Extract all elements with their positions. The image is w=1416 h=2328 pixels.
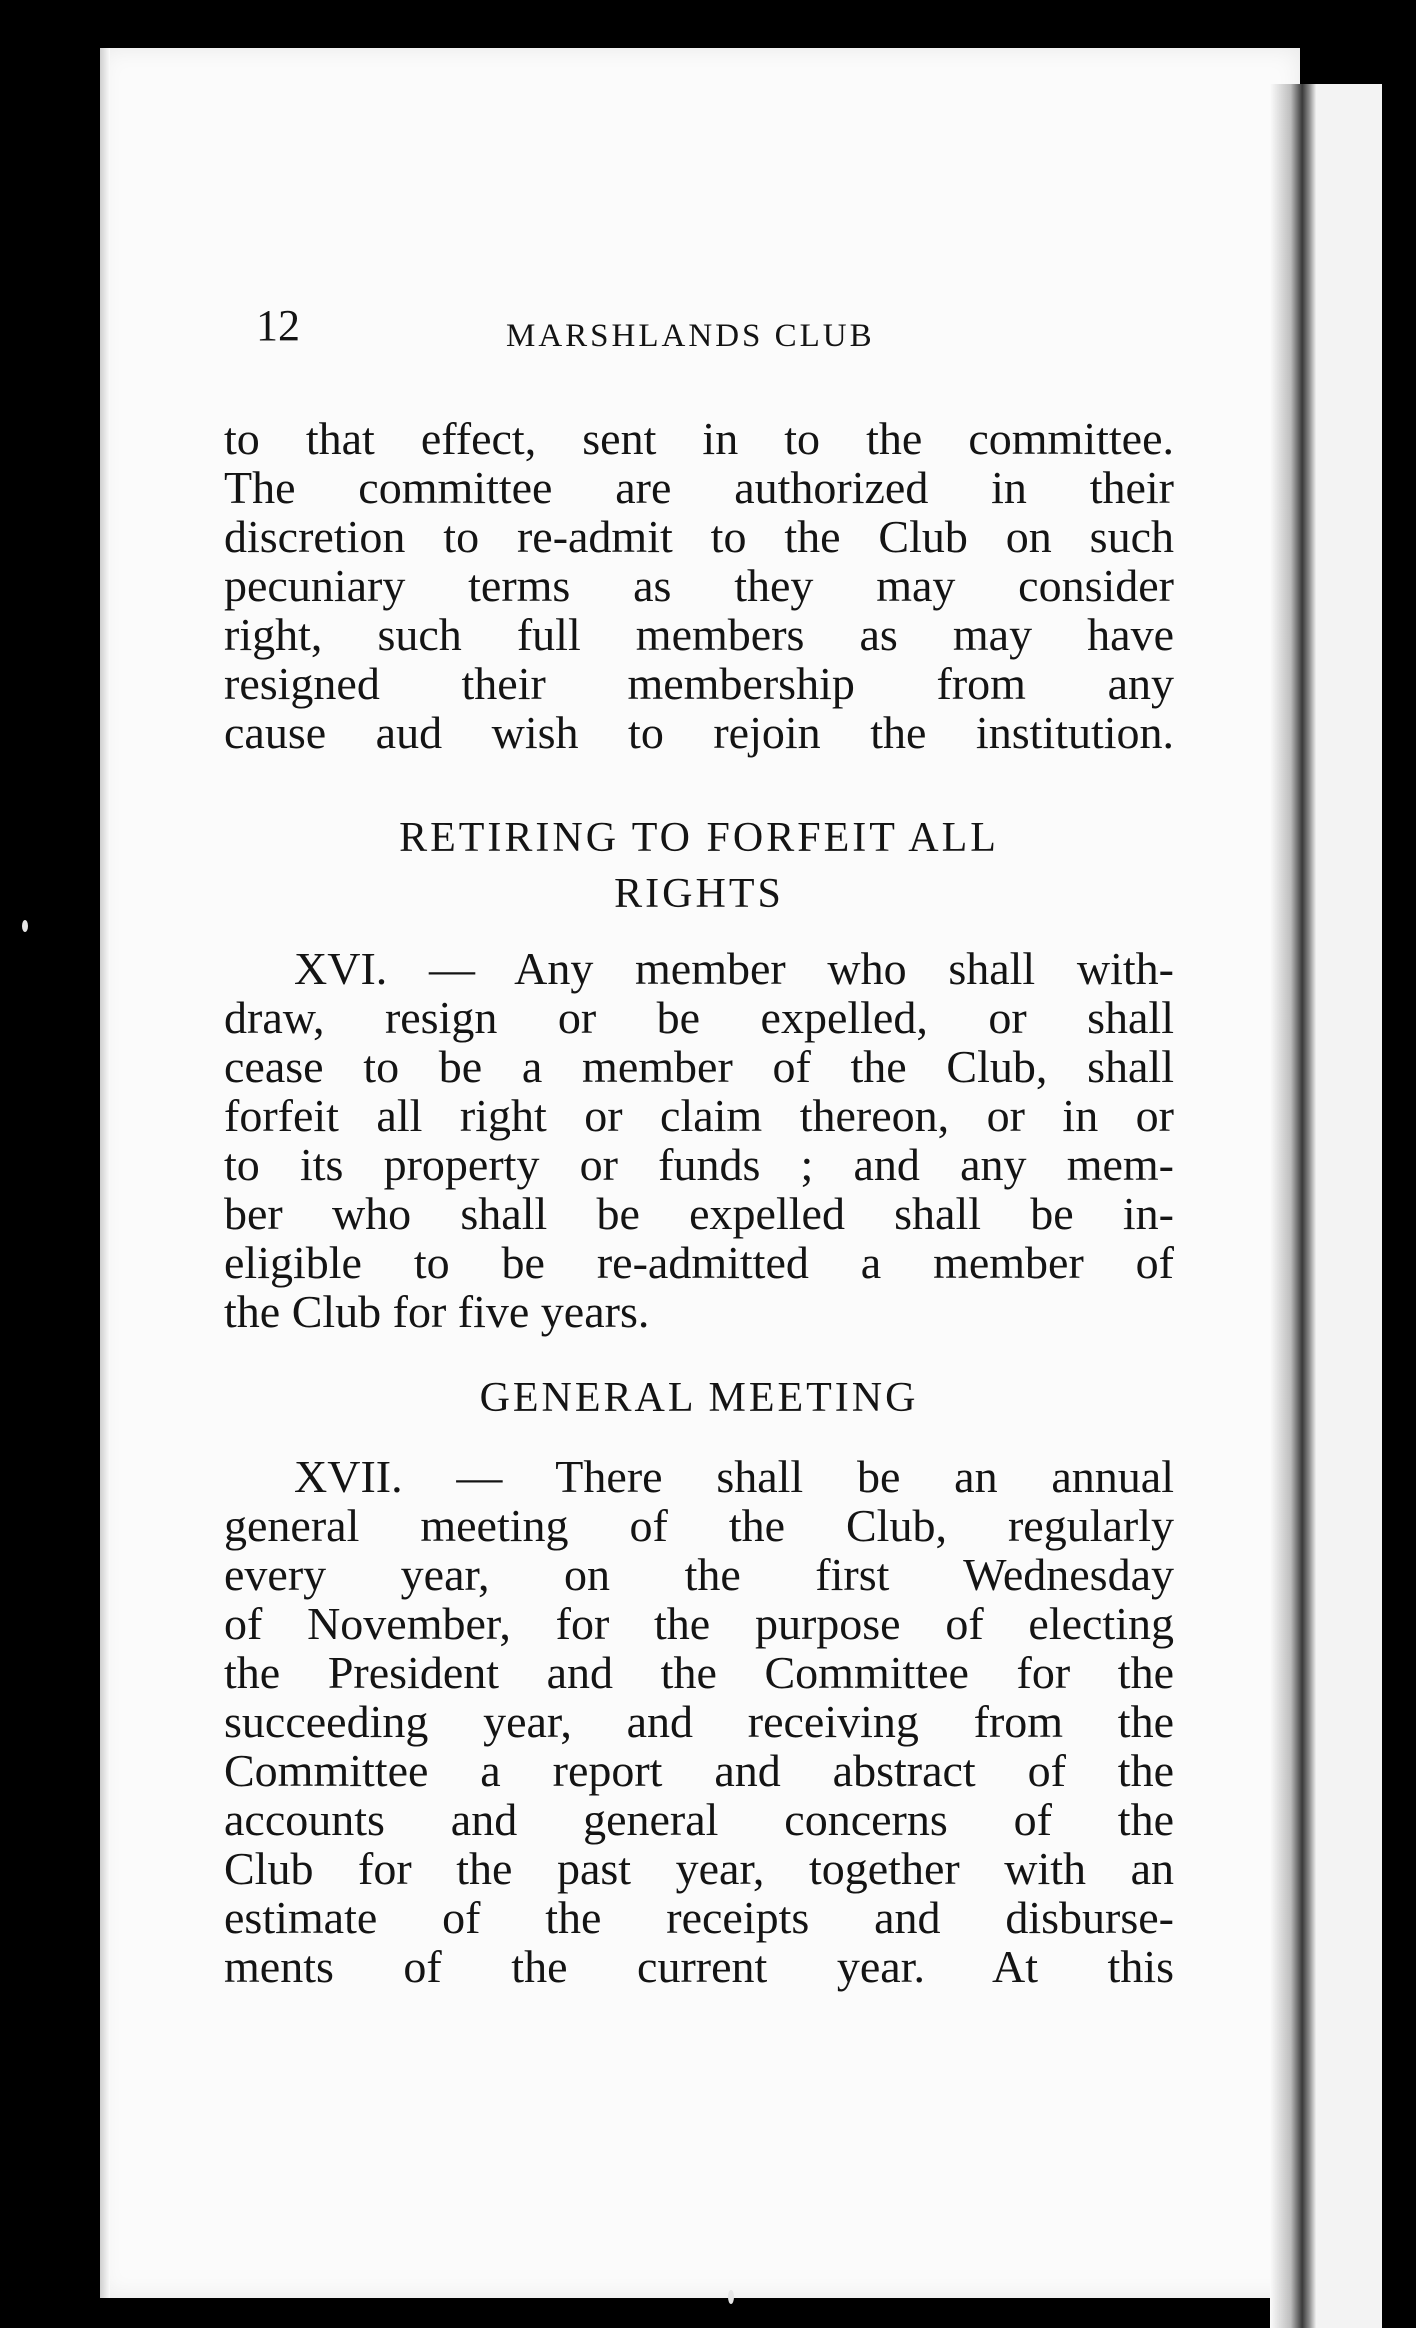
text-line: eligible to be re-admitted a member of xyxy=(224,1237,1174,1288)
text-line: ber who shall be expelled shall be in- xyxy=(224,1188,1174,1239)
heading-line: RIGHTS xyxy=(614,871,784,917)
text-line: Committee a report and abstract of the xyxy=(224,1745,1174,1796)
text-line: every year, on the first Wednesday xyxy=(224,1549,1174,1600)
text-line: XVII. — There shall be an annual xyxy=(294,1451,1174,1502)
text-line: ments of the current year. At this xyxy=(224,1941,1174,1992)
text-line: to its property or funds ; and any mem- xyxy=(224,1139,1174,1190)
text-line: XVI. — Any member who shall with- xyxy=(294,943,1174,994)
continuation-paragraph xyxy=(224,414,1174,757)
text-line: succeeding year, and receiving from the xyxy=(224,1696,1174,1747)
text-line: the Club for five years. xyxy=(224,1286,650,1337)
paper-speck xyxy=(22,920,28,932)
text-line: accounts and general concerns of the xyxy=(224,1794,1174,1845)
section-heading-retiring xyxy=(224,810,1174,922)
text-line: draw, resign or be expelled, or shall xyxy=(224,992,1174,1043)
text-line: the President and the Committee for the xyxy=(224,1647,1174,1698)
section-17-paragraph xyxy=(224,1452,1174,1991)
heading-line: GENERAL MEETING xyxy=(479,1375,919,1421)
book-gutter-shadow xyxy=(1270,84,1316,2328)
text-line: forfeit all right or claim thereon, or in or xyxy=(224,1090,1174,1141)
text-line: to that effect, sent in to the committee. xyxy=(224,413,1174,464)
text-line: cease to be a member of the Club, shall xyxy=(224,1041,1174,1092)
text-line: estimate of the receipts and disburse- xyxy=(224,1892,1174,1943)
heading-line: RETIRING TO FORFEIT ALL xyxy=(399,815,999,861)
section-16-paragraph xyxy=(224,944,1174,1336)
section-heading-general-meeting xyxy=(224,1370,1174,1426)
running-head: MARSHLANDS CLUB xyxy=(506,318,875,354)
text-line: right, such full members as may have xyxy=(224,609,1174,660)
text-line: The committee are authorized in their xyxy=(224,462,1174,513)
text-line: discretion to re-admit to the Club on such xyxy=(224,511,1174,562)
text-line: resigned their membership from any xyxy=(224,658,1174,709)
text-line: of November, for the purpose of electing xyxy=(224,1598,1174,1649)
page-number: 12 xyxy=(256,301,300,350)
text-line: pecuniary terms as they may consider xyxy=(224,560,1174,611)
text-line: general meeting of the Club, regularly xyxy=(224,1500,1174,1551)
page-edge xyxy=(100,48,110,2298)
text-line: Club for the past year, together with an xyxy=(224,1843,1174,1894)
paper-speck xyxy=(728,2290,734,2304)
page-header xyxy=(244,290,1174,370)
text-line: cause aud wish to rejoin the institution. xyxy=(224,707,1174,758)
